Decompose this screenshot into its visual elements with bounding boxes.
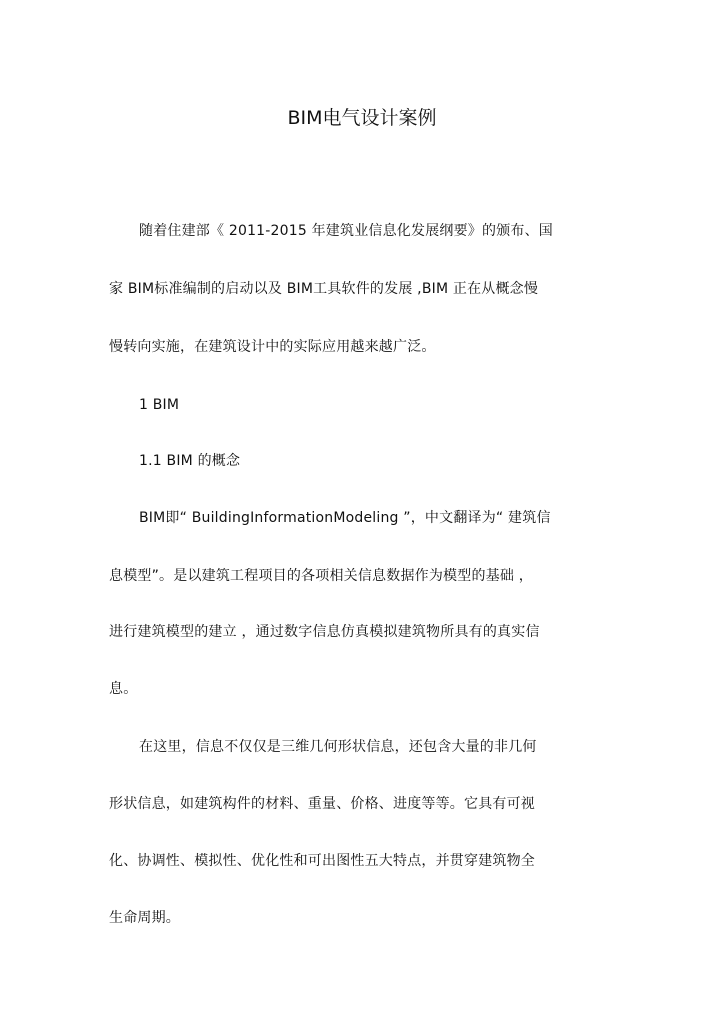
paragraph-2-line-2: 息模型”。是以建筑工程项目的各项相关信息数据作为模型的基础 ，	[109, 568, 533, 584]
paragraph-3-line-4: 生命周期。	[109, 910, 180, 926]
paragraph-1-line-2: 家 BIM标准编制的启动以及 BIM工具软件的发展 ,BIM 正在从概念慢	[109, 281, 539, 297]
paragraph-1-line-1: 随着住建部《 2011-2015 年建筑业信息化发展纲要》的颁布、国	[139, 223, 554, 239]
paragraph-3-line-2: 形状信息，如建筑构件的材料、重量、价格、进度等等。它具有可视	[109, 796, 535, 812]
paragraph-2-line-3: 进行建筑模型的建立 ，通过数字信息仿真模拟建筑物所具有的真实信	[109, 624, 540, 640]
section-heading-1: 1 BIM	[139, 397, 180, 413]
paragraph-2-line-1: BIM即“ BuildingInformationModeling ”，中文翻译为“ 建筑信	[139, 510, 551, 526]
paragraph-2-line-4: 息。	[109, 681, 138, 697]
paragraph-1-line-3: 慢转向实施，在建筑设计中的实际应用越来越广泛。	[109, 339, 436, 355]
document-title: BIM电气设计案例	[287, 107, 437, 129]
section-heading-1-1: 1.1 BIM 的概念	[139, 453, 241, 469]
paragraph-3-line-3: 化、协调性、模拟性、优化性和可出图性五大特点，并贯穿建筑物全	[109, 853, 535, 869]
paragraph-3-line-1: 在这里，信息不仅仅是三维几何形状信息，还包含大量的非几何	[139, 739, 537, 755]
